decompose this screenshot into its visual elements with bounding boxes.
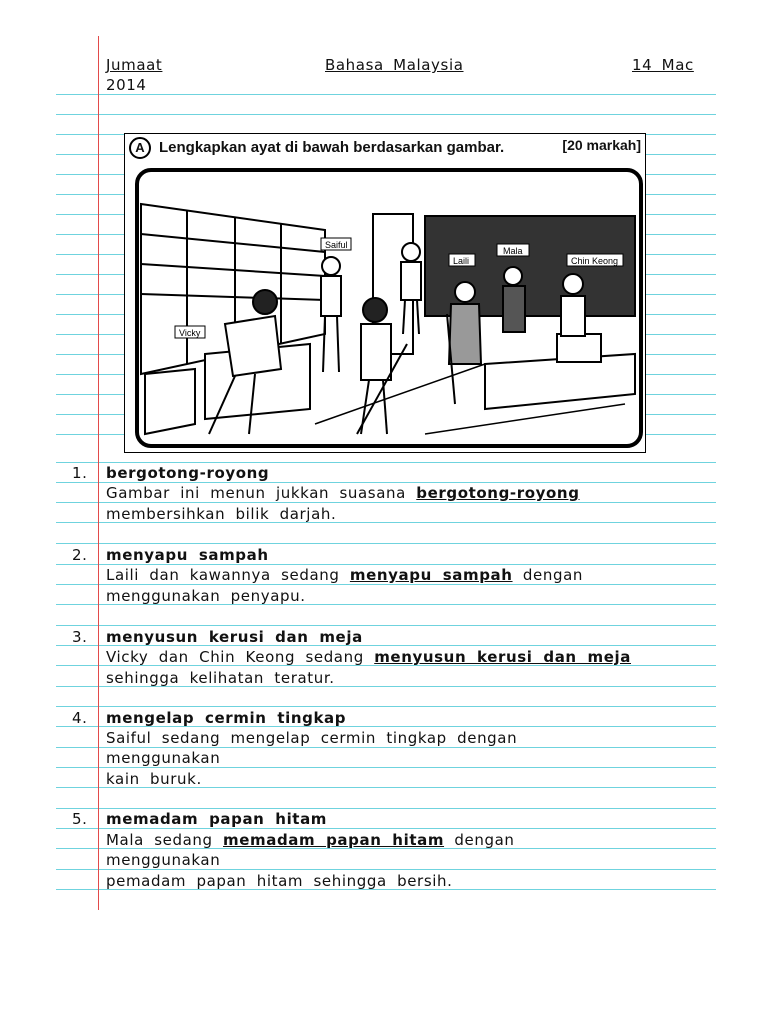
question-sentence-line2: sehingga kelihatan teratur.: [106, 669, 335, 687]
classroom-drawing: [125, 134, 645, 452]
question-keyword: menyusun kerusi dan meja: [106, 628, 363, 646]
header-day: Jumaat: [106, 56, 163, 74]
question-keyword: bergotong-royong: [106, 464, 270, 482]
question-keyword: menyapu sampah: [106, 546, 269, 564]
section-letter: A: [129, 137, 151, 159]
ruled-line: [56, 869, 716, 870]
question-number: 2.: [72, 546, 88, 564]
ruled-line: [56, 502, 716, 503]
name-tag-mala: Mala: [503, 246, 523, 256]
question-number: 1.: [72, 464, 88, 482]
answer-text: menyapu sampah: [349, 566, 513, 584]
figure-marks: [20 markah]: [562, 137, 641, 153]
classroom-illustration: [124, 133, 646, 453]
question-sentence: Gambar ini menun jukkan suasana bergotong-royong: [106, 484, 580, 502]
question-sentence-line3: pemadam papan hitam sehingga bersih.: [106, 872, 453, 890]
answer-text: bergotong-royong: [416, 484, 580, 502]
question-number: 5.: [72, 810, 88, 828]
ruled-line: [56, 482, 716, 483]
ruled-line: [56, 747, 716, 748]
margin-line: [98, 36, 99, 910]
name-tag-vicky: Vicky: [179, 328, 201, 338]
header-year: 2014: [106, 76, 147, 94]
ruled-line: [56, 808, 716, 809]
ruled-line: [56, 584, 716, 585]
question-number: 3.: [72, 628, 88, 646]
question-keyword: mengelap cermin tingkap: [106, 709, 347, 727]
ruled-line: [56, 564, 716, 565]
answer-text: memadam papan hitam: [223, 831, 445, 849]
answer-text: menyusun kerusi dan meja: [374, 648, 631, 666]
question-sentence: Mala sedang memadam papan hitam dengan: [106, 831, 515, 849]
question-sentence-line2: menggunakan penyapu.: [106, 587, 306, 605]
figure-instruction: Lengkapkan ayat di bawah berdasarkan gambar.: [159, 139, 505, 156]
ruled-line: [56, 706, 716, 707]
question-keyword: memadam papan hitam: [106, 810, 328, 828]
question-sentence: Laili dan kawannya sedang menyapu sampah dengan: [106, 566, 583, 584]
name-tag-laili: Laili: [453, 256, 470, 266]
ruled-line: [56, 767, 716, 768]
ruled-line: [56, 114, 716, 115]
header-subject: Bahasa Malaysia: [325, 56, 464, 74]
ruled-line: [56, 543, 716, 544]
question-sentence: Vicky dan Chin Keong sedang menyusun kerusi dan meja: [106, 648, 631, 666]
ruled-line: [56, 94, 716, 95]
question-number: 4.: [72, 709, 88, 727]
question-sentence: Saiful sedang mengelap cermin tingkap dengan: [106, 729, 518, 747]
question-sentence-line3: kain buruk.: [106, 770, 202, 788]
ruled-line: [56, 828, 716, 829]
ruled-line: [56, 462, 716, 463]
question-sentence-line2: menggunakan: [106, 851, 221, 869]
name-tag-saiful: Saiful: [325, 240, 348, 250]
header-date: 14 Mac: [632, 56, 694, 74]
ruled-line: [56, 625, 716, 626]
name-tag-chin-keong: Chin Keong: [571, 256, 619, 266]
question-sentence-line2: membersihkan bilik darjah.: [106, 505, 337, 523]
question-sentence-line2: menggunakan: [106, 749, 221, 767]
